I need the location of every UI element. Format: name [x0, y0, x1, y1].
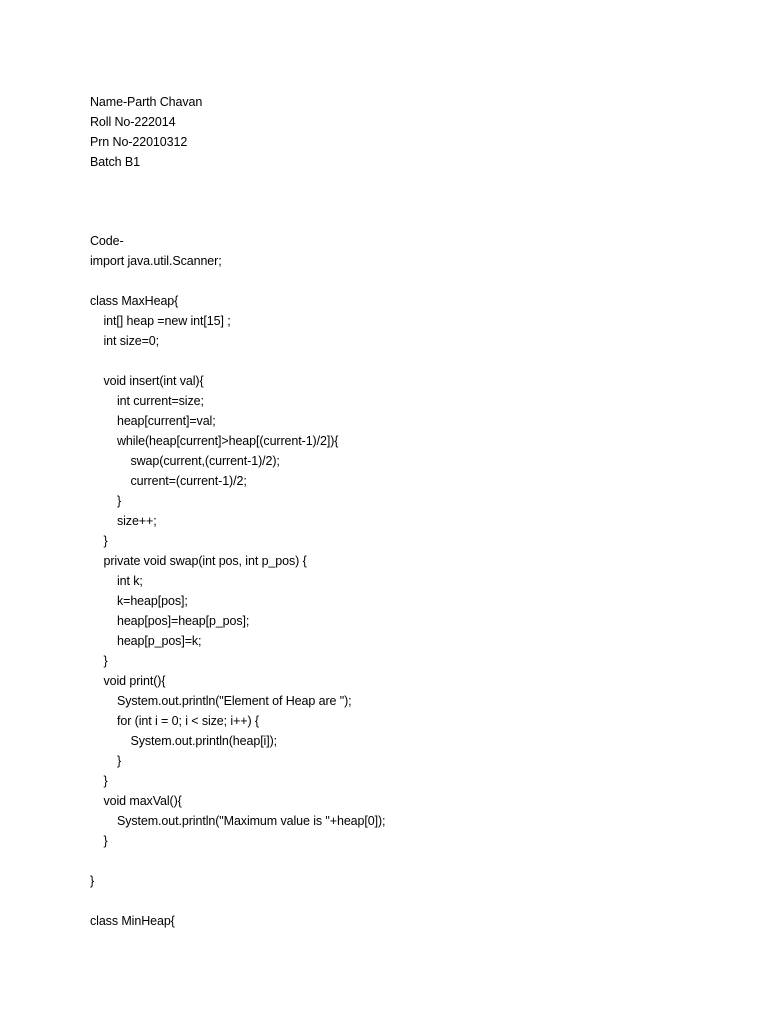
code-line	[90, 851, 385, 871]
code-line: k=heap[pos];	[90, 594, 188, 608]
code-line: size++;	[90, 514, 157, 528]
code-line: while(heap[current]>heap[(current-1)/2]){	[90, 434, 339, 448]
student-name: Name-Parth Chavan	[90, 95, 203, 109]
code-line: void maxVal(){	[90, 794, 182, 808]
code-line: }	[90, 754, 122, 768]
code-section	[90, 231, 385, 931]
code-line: private void swap(int pos, int p_pos) {	[90, 554, 307, 568]
code-line: }	[90, 834, 108, 848]
code-line: class MaxHeap{	[90, 294, 179, 308]
code-line: System.out.println("Element of Heap are ");	[90, 694, 352, 708]
code-line: }	[90, 774, 108, 788]
code-line: int current=size;	[90, 394, 204, 408]
code-line	[90, 351, 385, 371]
code-line: int size=0;	[90, 334, 160, 348]
code-line: swap(current,(current-1)/2);	[90, 454, 280, 468]
student-info	[90, 92, 202, 172]
code-line: import java.util.Scanner;	[90, 254, 222, 268]
code-line: System.out.println("Maximum value is "+heap[0]);	[90, 814, 386, 828]
code-line: void insert(int val){	[90, 374, 204, 388]
code-line: class MinHeap{	[90, 914, 175, 928]
code-line: heap[pos]=heap[p_pos];	[90, 614, 250, 628]
code-line: heap[p_pos]=k;	[90, 634, 202, 648]
code-line: }	[90, 874, 95, 888]
code-line: }	[90, 654, 108, 668]
code-line: }	[90, 534, 108, 548]
code-line: System.out.println(heap[i]);	[90, 734, 278, 748]
batch: Batch B1	[90, 155, 140, 169]
code-line: void print(){	[90, 674, 166, 688]
code-listing	[90, 251, 385, 931]
code-line: }	[90, 494, 122, 508]
code-line	[90, 271, 385, 291]
code-line: for (int i = 0; i < size; i++) {	[90, 714, 259, 728]
code-line	[90, 891, 385, 911]
code-line: int k;	[90, 574, 143, 588]
code-line: heap[current]=val;	[90, 414, 216, 428]
prn-number: Prn No-22010312	[90, 135, 188, 149]
code-line: current=(current-1)/2;	[90, 474, 247, 488]
code-label: Code-	[90, 234, 124, 248]
roll-number: Roll No-222014	[90, 115, 176, 129]
code-line: int[] heap =new int[15] ;	[90, 314, 231, 328]
